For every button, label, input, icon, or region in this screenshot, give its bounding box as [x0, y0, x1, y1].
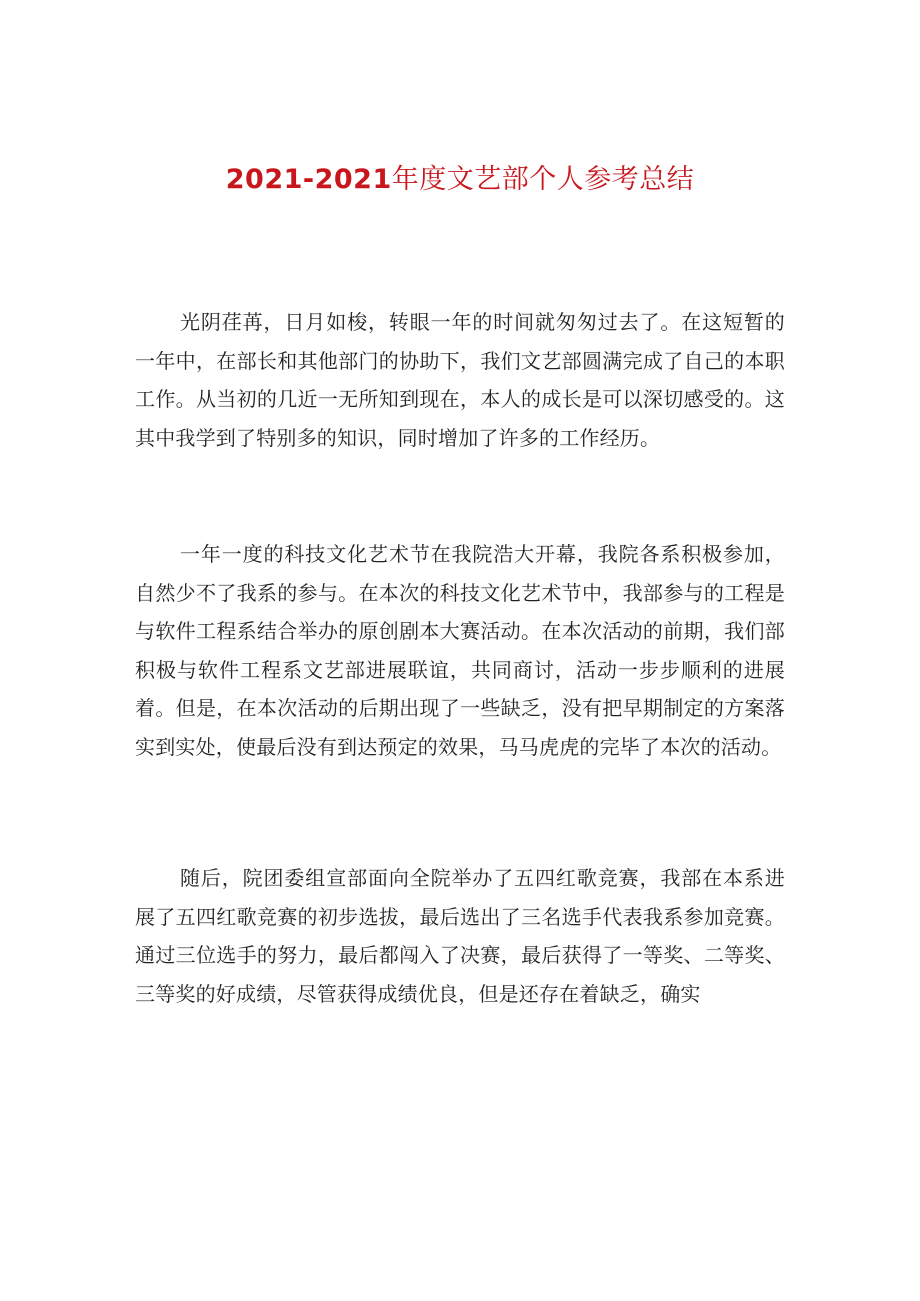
paragraph-2: 一年一度的科技文化艺术节在我院浩大开幕，我院各系积极参加，自然少不了我系的参与。在本次的科技文化艺术节中，我部参与的工程是与软件工程系结合举办的原创剧本大赛活动。在本次活动的前期，我们部积极与软件工程系文艺部进展联谊，共同商讨，活动一步步顺利的进展着。但是，在本次活动的后期出现了一些缺乏，没有把早期制定的方案落实到实处，使最后没有到达预定的效果，马马虎虎的完毕了本次的活动。 [135, 542, 785, 759]
paragraph-1: 光阴荏苒，日月如梭，转眼一年的时间就匆匆过去了。在这短暂的一年中，在部长和其他部门的协助下，我们文艺部圆满完成了自己的本职工作。从当初的几近一无所知到现在，本人的成长是可以深切感受的。这其中我学到了特别多的知识，同时增加了许多的工作经历。 [135, 310, 785, 450]
document-title [0, 162, 920, 198]
title-year: 2021-2021 [225, 164, 392, 195]
paragraph-3: 随后，院团委组宣部面向全院举办了五四红歌竞赛，我部在本系进展了五四红歌竞赛的初步选拔，最后选出了三名选手代表我系参加竞赛。通过三位选手的努力，最后都闯入了决赛，最后获得了一等奖、二等奖、三等奖的好成绩，尽管获得成绩优良，但是还存在着缺乏，确实 [135, 866, 785, 1006]
title-text: 年度文艺部个人参考总结 [391, 164, 695, 195]
